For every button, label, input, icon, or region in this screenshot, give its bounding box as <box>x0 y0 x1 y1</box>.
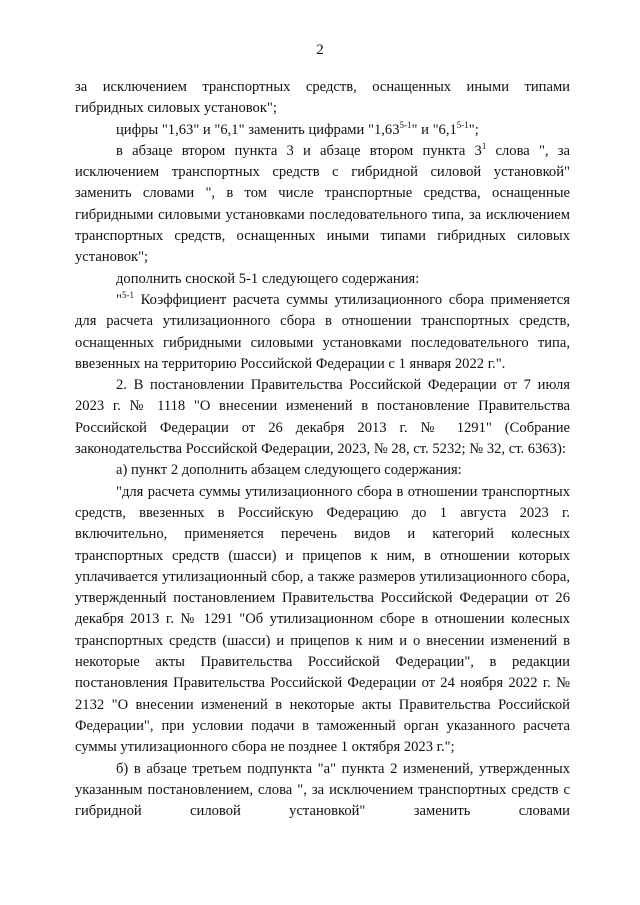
paragraph-3-text-b: слова ", за исключением транспортных средств с гибридной силовой установкой" заменить словами ", в том числе транспортные средства, оснащенные гибридными силовыми установками последовательного типа, за исключением транспортных средств, оснащенных иными типами гибридных силовых установок"; <box>75 142 571 266</box>
footnote-paragraph <box>75 290 570 375</box>
paragraph-3 <box>75 141 570 269</box>
paragraph-2-text-c: "; <box>468 121 479 138</box>
footnote-ref: 5-1 <box>399 119 412 130</box>
paragraph-2-text-b: " и "6,1 <box>411 121 457 138</box>
page-number: 2 <box>316 42 324 58</box>
paragraph-9: б) в абзаце третьем подпункта "а" пункта 2 изменений, утвержденных указанным постановлением, слова ", за исключением транспортных средств с гибридной силовой установкой" заменить словами <box>75 760 570 820</box>
paragraph-1: за исключением транспортных средств, оснащенных иными типами гибридных силовых установок"; <box>75 79 570 117</box>
document-body <box>75 77 570 822</box>
paragraph-7: а) пункт 2 дополнить абзацем следующего содержания: <box>116 462 462 479</box>
footnote-text: Коэффициент расчета суммы утилизационного сбора применяется для расчета утилизационного сбора в отношении транспортных средств, оснащенных гибридными силовыми установками последовательного типа, ввезенных на территорию Российской Федерации с 1 января 2022 г.". <box>75 291 570 372</box>
superscript: 1 <box>481 140 487 151</box>
paragraph-4: дополнить сноской 5-1 следующего содержания: <box>116 270 420 287</box>
paragraph-6: 2. В постановлении Правительства Российской Федерации от 7 июля 2023 г. № 1118 "О внесении изменений в постановление Правительства Российской Федерации от 26 декабря 2013 г. № 1291" (Собрание законодательства Российской Федерации, 2023, № 28, ст. 5232; № 32, ст. 6363): <box>75 377 570 458</box>
paragraph-2 <box>75 120 570 141</box>
paragraph-8: "для расчета суммы утилизационного сбора в отношении транспортных средств, ввезенных в Российскую Федерацию до 1 августа 2023 г. включительно, применяется перечень видов и категорий колесных транспортных средств (шасси) и прицепов к ним, в отношении которых уплачивается утилизационный сбор, а также размеров утилизационного сбора, утвержденный постановлением Правительства Российской Федерации от 26 декабря 2013 г. № 1291 "Об утилизационном сборе в отношении колесных транспортных средств (шасси) и прицепов к ним и о внесении изменений в некоторые акты Правительства Российской Федерации", в редакции постановления Правительства Российской Федерации от 24 ноября 2022 г. № 2132 "О внесении изменений в некоторые акты Правительства Российской Федерации", при условии подачи в таможенный орган указанного расчета суммы утилизационного сбора не позднее 1 октября 2023 г."; <box>75 483 570 756</box>
footnote-quote: " <box>116 291 122 308</box>
paragraph-3-text-a: в абзаце втором пункта 3 и абзаце втором пункта 3 <box>116 142 482 159</box>
paragraph-2-text-a: цифры "1,63" и "6,1" заменить цифрами "1,63 <box>116 121 400 138</box>
footnote-ref: 5-1 <box>456 119 469 130</box>
footnote-marker: 5-1 <box>121 289 134 300</box>
